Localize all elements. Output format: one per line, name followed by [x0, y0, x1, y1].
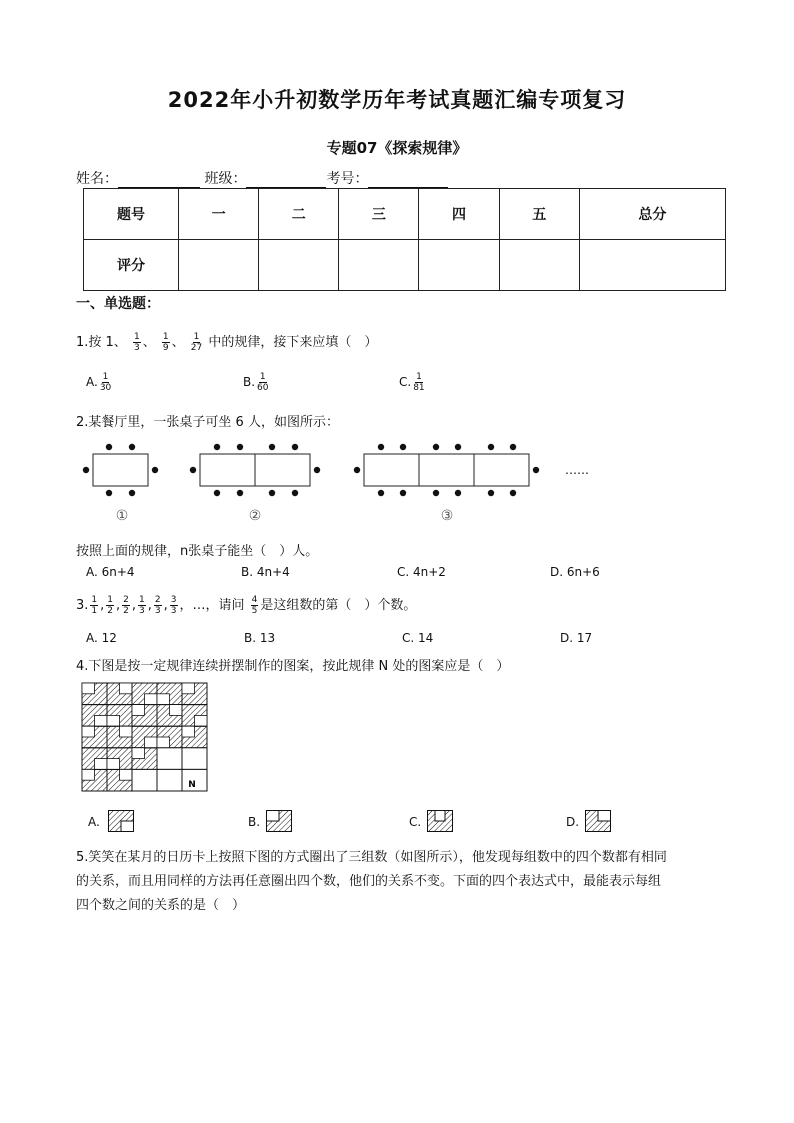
- numerator: 1: [416, 372, 422, 382]
- pattern-tile: [132, 769, 157, 791]
- q4-option-d[interactable]: D.: [566, 815, 580, 829]
- option-label: A.: [86, 375, 98, 389]
- numerator: 1: [133, 332, 140, 342]
- denominator: 81: [413, 383, 425, 393]
- pattern-tile-white-corner: [145, 737, 158, 748]
- pattern-tile-white-corner: [95, 759, 108, 770]
- figure-label-2: ②: [248, 508, 262, 524]
- q4-option-c[interactable]: C.: [409, 815, 422, 829]
- table-figure-3: [354, 444, 539, 496]
- q1-prefix: 1.按 1、: [76, 335, 127, 350]
- pattern-tile: [157, 769, 182, 791]
- q3-option-b[interactable]: B. 13: [244, 631, 276, 645]
- numerator: 4: [251, 595, 258, 605]
- fraction: [162, 332, 170, 353]
- q2-followup: 按照上面的规律，n张桌子能坐（ ）人。: [76, 544, 319, 559]
- fraction: [251, 595, 259, 616]
- pattern-tile-white-corner: [157, 694, 170, 705]
- q4-option-a-tile-icon: [108, 810, 134, 832]
- q3-option-c[interactable]: C. 14: [402, 631, 434, 645]
- pattern-tile-white-corner: [132, 705, 145, 716]
- separator: 、: [142, 335, 156, 350]
- table-figure-1: [83, 444, 158, 496]
- denominator: 5: [251, 606, 258, 616]
- score-header-cell: 总分: [579, 189, 725, 240]
- fraction: [191, 332, 202, 353]
- numerator: 1: [259, 372, 266, 382]
- separator: 、: [171, 335, 185, 350]
- pattern-tile-white-corner: [120, 683, 133, 694]
- q3-mid: ，…，请问: [179, 598, 245, 613]
- denominator: 3: [154, 606, 161, 616]
- score-input-cell[interactable]: [179, 240, 259, 291]
- pattern-grid-figure: [81, 682, 209, 794]
- fraction: [413, 372, 424, 393]
- fraction: [90, 595, 98, 616]
- denominator: 1: [91, 606, 98, 616]
- question-5-line-3: 四个数之间的关系的是（ ）: [76, 898, 246, 913]
- fraction: [122, 595, 130, 616]
- question-5-line-2: 的关系，而且用同样的方法再任意圈出四个数，他们的关系不变。下面的四个表达式中，最能表示每组: [76, 874, 662, 889]
- numerator: 2: [123, 595, 129, 605]
- fraction: [154, 595, 162, 616]
- score-header-cell: 二: [259, 189, 339, 240]
- name-blank[interactable]: [118, 173, 200, 188]
- q3-prefix: 3.: [76, 598, 89, 613]
- score-row-label: 评分: [84, 240, 179, 291]
- denominator: 2: [123, 606, 129, 616]
- q3-option-a[interactable]: A. 12: [86, 631, 117, 645]
- fraction: [106, 595, 114, 616]
- q4-option-a[interactable]: A.: [88, 815, 100, 829]
- pattern-tile-white-corner: [120, 769, 133, 780]
- question-1: [76, 331, 377, 353]
- figure-label-1: ①: [115, 508, 129, 524]
- pattern-tiles: [82, 683, 207, 791]
- score-input-cell[interactable]: [579, 240, 725, 291]
- denominator: 60: [257, 383, 269, 393]
- pattern-tile-white-corner: [157, 737, 170, 748]
- q4-option-b[interactable]: B.: [248, 815, 261, 829]
- score-header-cell: 一: [179, 189, 259, 240]
- denominator: 3: [170, 606, 177, 616]
- page-title: 2022年小升初数学历年考试真题汇编专项复习: [167, 88, 627, 112]
- q3-suffix: 是这组数的第（ ）个数。: [260, 598, 417, 613]
- numerator: 3: [170, 595, 177, 605]
- name-label: 姓名：: [76, 171, 118, 187]
- pattern-tile-white-corner: [107, 715, 120, 726]
- numerator: 1: [193, 332, 200, 342]
- numerator: 1: [102, 372, 109, 382]
- denominator: 27: [190, 343, 203, 353]
- q1-option-b[interactable]: [243, 372, 271, 393]
- question-5-line-1: 5.笑笑在某月的日历卡上按照下图的方式圈出了三组数（如图所示），他发现每组数中的四个数都有相同: [76, 850, 667, 865]
- fraction: [138, 595, 146, 616]
- exam-number-blank[interactable]: [368, 173, 448, 188]
- option-label: B.: [243, 375, 256, 389]
- question-3: 3. $\frac{1}{1}$ , $\frac{1}{2}$ , $\frac{2}{2}$ , $\frac{1}{3}$ , $\frac{2}{3}$ , $\frac{3}{3}$ ，…，请问 $\frac{4}{5}$ 是这组数的第（ ）个数。: [76, 595, 417, 616]
- q3-option-d[interactable]: D. 17: [560, 631, 593, 645]
- denominator: 3: [139, 606, 145, 616]
- section-heading: 一、单选题：: [76, 296, 160, 312]
- score-table: [83, 188, 726, 291]
- page-subtitle: 专题07《探索规律》: [326, 139, 468, 157]
- score-input-cell[interactable]: [499, 240, 579, 291]
- table-seating-figure: [76, 436, 616, 528]
- score-input-cell[interactable]: [339, 240, 419, 291]
- score-input-cell[interactable]: [259, 240, 339, 291]
- option-label: C.: [399, 375, 412, 389]
- q2-option-a[interactable]: A. 6n+4: [86, 565, 135, 579]
- pattern-tile-white-corner: [182, 726, 195, 737]
- fraction: [257, 372, 268, 393]
- q1-option-a[interactable]: [86, 372, 113, 393]
- score-header-cell: 五: [499, 189, 579, 240]
- q4-option-c-tile-icon: [427, 810, 453, 832]
- pattern-tile-white-corner: [120, 726, 133, 737]
- denominator: 30: [99, 383, 112, 393]
- denominator: 9: [162, 343, 169, 353]
- pattern-tile-white-corner: [95, 715, 108, 726]
- denominator: 2: [107, 606, 114, 616]
- ellipsis: ……: [565, 463, 589, 477]
- numerator: 2: [154, 595, 161, 605]
- fraction: [170, 595, 178, 616]
- pattern-tile-white-corner: [170, 705, 183, 716]
- figure-label-3: ③: [440, 508, 454, 524]
- numerator: 1: [162, 332, 169, 342]
- exam-label: 考号：: [326, 171, 369, 187]
- pattern-tile: [182, 748, 207, 770]
- score-header-cell: 题号: [84, 189, 179, 240]
- numerator: 1: [107, 595, 114, 605]
- q1-option-c[interactable]: [399, 372, 427, 393]
- q4-option-d-tile-icon: [585, 810, 611, 832]
- student-info-line: [76, 168, 448, 188]
- numerator: 1: [91, 595, 98, 605]
- q2-option-b[interactable]: B. 4n+4: [241, 565, 290, 579]
- n-cell-label: N: [188, 780, 196, 790]
- question-2: 2.某餐厅里，一张桌子可坐 6 人，如图所示：: [76, 415, 339, 430]
- score-input-cell[interactable]: [419, 240, 499, 291]
- pattern-tile-white-corner: [132, 748, 145, 759]
- score-header-cell: 四: [419, 189, 499, 240]
- pattern-tile-white-corner: [182, 683, 195, 694]
- class-label: 班级：: [204, 171, 247, 187]
- numerator: 1: [139, 595, 145, 605]
- class-blank[interactable]: [246, 173, 326, 188]
- score-table-header-row: [84, 189, 726, 240]
- pattern-tile-white-corner: [82, 769, 95, 780]
- q2-option-c[interactable]: C. 4n+2: [397, 565, 446, 579]
- score-table-score-row: [84, 240, 726, 291]
- question-4: 4.下图是按一定规律连续拼摆制作的图案，按此规律 N 处的图案应是（ ）: [76, 659, 510, 674]
- pattern-tile-white-corner: [82, 683, 95, 694]
- table-figure-2: [190, 444, 320, 496]
- q4-option-b-tile-icon: [266, 810, 292, 832]
- pattern-tile-white-corner: [195, 715, 208, 726]
- pattern-tile: [157, 748, 182, 770]
- denominator: 3: [133, 343, 140, 353]
- q1-suffix: 中的规律，接下来应填（ ）: [208, 335, 378, 350]
- pattern-tile-white-corner: [145, 694, 158, 705]
- pattern-tile-white-corner: [82, 726, 95, 737]
- pattern-tile-white-corner: [107, 759, 120, 770]
- fraction: [133, 332, 141, 353]
- score-header-cell: 三: [339, 189, 419, 240]
- fraction: [100, 372, 111, 393]
- q2-option-d[interactable]: D. 6n+6: [550, 565, 600, 579]
